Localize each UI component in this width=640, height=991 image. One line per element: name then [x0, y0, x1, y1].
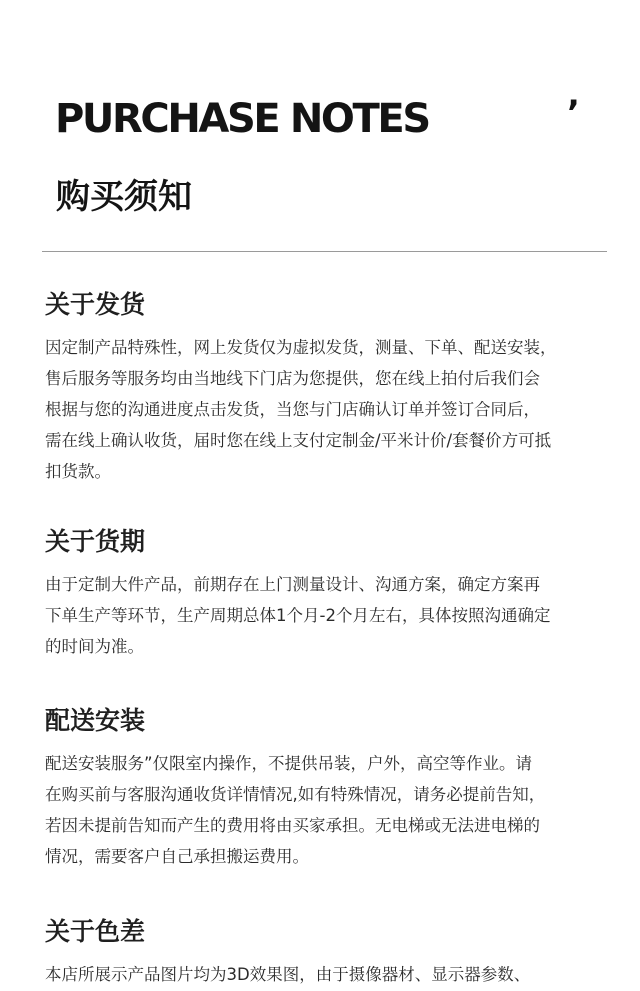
section-heading: 关于发货 — [45, 290, 146, 319]
body-line: 的时间为准。 — [45, 637, 144, 656]
body-line: 下单生产等环节，生产周期总体1个月-2个月左右，具体按照沟通确定 — [45, 606, 551, 625]
section-color-difference — [45, 915, 625, 990]
section-heading: 配送安装 — [45, 706, 146, 735]
body-line: 本店所展示产品图片均为3D效果图，由于摄像器材、显示器参数、 — [45, 965, 531, 984]
section-body — [45, 332, 625, 487]
body-line: 需在线上确认收货，届时您在线上支付定制金/平米计价/套餐价方可抵 — [45, 431, 552, 450]
section-delivery-time — [45, 525, 625, 662]
body-line: 配送安装服务”仅限室内操作，不提供吊装，户外，高空等作业。请 — [45, 754, 533, 773]
section-heading: 关于色差 — [45, 917, 146, 946]
body-line: 扣货款。 — [45, 462, 111, 481]
section-heading: 关于货期 — [45, 527, 146, 556]
section-body — [45, 748, 625, 872]
body-line: 由于定制大件产品，前期存在上门测量设计、沟通方案，确定方案再 — [45, 575, 540, 594]
section-shipping — [45, 288, 625, 487]
page-title: PURCHASE NOTES — [55, 96, 429, 142]
title-apostrophe-mark: ’ — [567, 93, 580, 133]
section-body — [45, 959, 625, 990]
body-line: 在购买前与客服沟通收货详情情况,如有特殊情况，请务必提前告知， — [45, 785, 546, 804]
body-line: 根据与您的沟通进度点击发货，当您与门店确认订单并签订合同后， — [45, 400, 540, 419]
section-installation — [45, 704, 625, 872]
page-subtitle: 购买须知 — [56, 177, 192, 217]
body-line: 售后服务等服务均由当地线下门店为您提供，您在线上拍付后我们会 — [45, 369, 540, 388]
body-line: 因定制产品特殊性，网上发货仅为虚拟发货，测量、下单、配送安装， — [45, 338, 557, 357]
body-line: 情况，需要客户自己承担搬运费用。 — [45, 847, 309, 866]
section-body — [45, 569, 625, 662]
body-line: 若因未提前告知而产生的费用将由买家承担。无电梯或无法进电梯的 — [45, 816, 540, 835]
header-divider — [42, 251, 607, 252]
